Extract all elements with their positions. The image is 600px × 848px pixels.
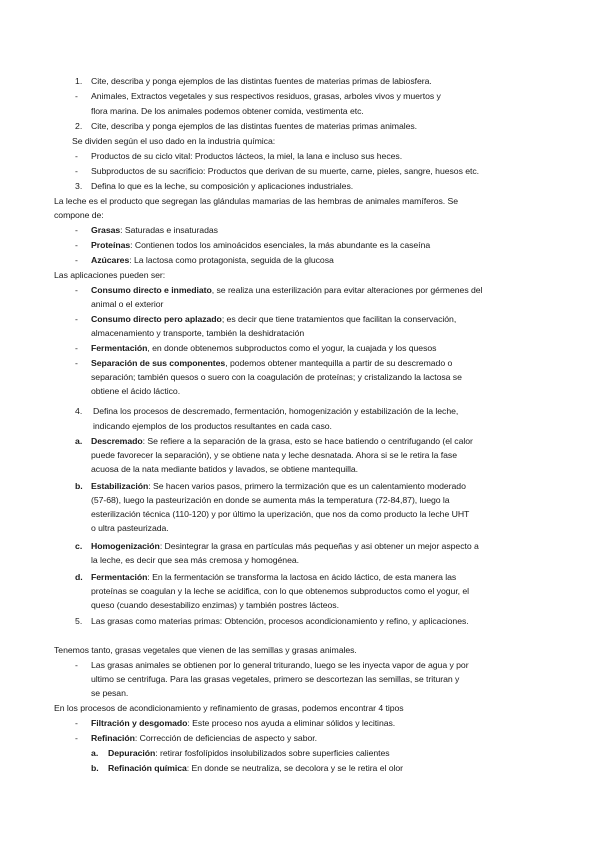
q5-text: Las grasas como materias primas: Obtención, procesos acondicionamiento y refino, y aplicaciones. <box>91 616 469 626</box>
processes-paragraph: En los procesos de acondicionamiento y refinamiento de grasas, podemos encontrar 4 tipos <box>54 703 404 713</box>
bullet-dash: - <box>75 285 78 295</box>
q1-answer-line: flora marina. De los animales podemos obtener comida, vestimenta etc. <box>91 106 364 116</box>
refining-subitem: Refinación química: En donde se neutraliza, se decolora y se le retira el olor <box>108 763 404 773</box>
application-item-cont: separación; también quesos o suero con la coagulación de proteínas; y cristalizando la lactosa se <box>91 372 462 382</box>
process-item-cont: o ultra pasteurizada. <box>91 523 169 533</box>
component-item: Proteínas: Contienen todos los aminoácidos esenciales, la más abundante es la caseína <box>91 240 431 250</box>
bullet-dash: - <box>75 358 78 368</box>
sub-letter: b. <box>91 763 99 773</box>
q5-number: 5. <box>75 616 83 626</box>
application-item: Consumo directo e inmediato, se realiza una esterilización para evitar alteraciones por gérmenes del <box>91 285 483 295</box>
bullet-dash: - <box>75 255 78 265</box>
sub-letter: b. <box>75 481 83 491</box>
component-item: Grasas: Saturadas e insaturadas <box>91 225 218 235</box>
process-type-item: Refinación: Corrección de deficiencias de aspecto y sabor. <box>91 733 317 743</box>
fats-paragraph: Tenemos tanto, grasas vegetales que vienen de las semillas y grasas animales. <box>54 645 357 655</box>
component-item: Azúcares: La lactosa como protagonista, seguida de la glucosa <box>91 255 334 265</box>
process-item: Fermentación: En la fermentación se transforma la lactosa en ácido láctico, de esta manera las <box>91 572 457 582</box>
application-item: Separación de sus componentes, podemos obtener mantequilla a partir de su descremado o <box>91 358 453 368</box>
application-item-cont: animal o el exterior <box>91 299 164 309</box>
q1-number: 1. <box>75 76 83 86</box>
q2-text: Cite, describa y ponga ejemplos de las distintas fuentes de materias primas animales. <box>91 121 418 131</box>
fats-item-cont: ultimo se centrifuga. Para las grasas vegetales, primero se descortezan las semillas, se trituran y <box>91 674 460 684</box>
q1-answer-line: Animales, Extractos vegetales y sus respectivos residuos, grasas, arboles vivos y muertos y <box>91 91 441 101</box>
q4-text: Defina los procesos de descremado, fermentación, homogenización y estabilización de la leche, <box>93 406 459 416</box>
bullet-dash: - <box>75 151 78 161</box>
process-item: Estabilización: Se hacen varios pasos, primero la termización que es un calentamiento moderado <box>91 481 466 491</box>
application-item-cont: obtiene el ácido láctico. <box>91 386 181 396</box>
bullet-dash: - <box>75 240 78 250</box>
component-term: Azúcares <box>91 255 130 265</box>
q2-intro: Se dividen según el uso dado en la industria química: <box>72 136 276 146</box>
fats-item-cont: se pesan. <box>91 688 129 698</box>
application-item: Fermentación, en donde obtenemos subproductos como el yogur, la cuajada y los quesos <box>91 343 437 353</box>
bullet-dash: - <box>75 166 78 176</box>
refining-subitem: Depuración: retirar fosfolípidos insolubilizados sobre superficies calientes <box>108 748 390 758</box>
process-item-cont: proteínas se coagulan y la leche se acidifica, con lo que obtenemos subproductos como el yogur, el <box>91 586 470 596</box>
q3-text: Defina lo que es la leche, su composición y aplicaciones industriales. <box>91 181 354 191</box>
milk-definition-line: compone de: <box>54 210 104 220</box>
bullet-dash: - <box>75 660 78 670</box>
q2-number: 2. <box>75 121 83 131</box>
process-item: Descremado: Se refiere a la separación de la grasa, esto se hace batiendo o centrifugando (el calor <box>91 436 473 446</box>
q2-item: Subproductos de su sacrificio: Productos que derivan de su muerte, carne, pieles, sangre, huesos etc. <box>91 166 480 176</box>
sub-letter: c. <box>75 541 83 551</box>
q3-number: 3. <box>75 181 83 191</box>
component-term: Grasas <box>91 225 121 235</box>
fats-item: Las grasas animales se obtienen por lo general triturando, luego se les inyecta vapor de agua y por <box>91 660 469 670</box>
bullet-dash: - <box>75 314 78 324</box>
bullet-dash: - <box>75 225 78 235</box>
process-item-cont: acuosa de la nata mediante batidos y lavados, se obtiene mantequilla. <box>91 464 359 474</box>
sub-letter: a. <box>75 436 83 446</box>
q2-item: Productos de su ciclo vital: Productos lácteos, la miel, la lana e incluso sus heces. <box>91 151 403 161</box>
process-item-cont: queso (cuando desestabilizo enzimas) y también postres lácteos. <box>91 600 339 610</box>
process-item: Homogenización: Desintegrar la grasa en partículas más pequeñas y asi obtener un mejor aspecto a <box>91 541 479 551</box>
application-item-cont: almacenamiento y transporte, también la deshidratación <box>91 328 305 338</box>
milk-definition-line: La leche es el producto que segregan las glándulas mamarias de las hembras de animales mamíferos. Se <box>54 196 459 206</box>
component-term: Proteínas <box>91 240 131 250</box>
sub-letter: d. <box>75 572 83 582</box>
q4-number: 4. <box>75 406 83 416</box>
process-item-cont: (57-68), luego la pasteurización en donde se aumenta más la temperatura (72-84,87), luego la <box>91 495 450 505</box>
process-item-cont: la leche, es decir que sea más cremosa y homogénea. <box>91 555 299 565</box>
sub-letter: a. <box>91 748 99 758</box>
q1-text: Cite, describa y ponga ejemplos de las distintas fuentes de materias primas de labiosfera. <box>91 76 432 86</box>
process-item-cont: esterilización técnica (110-120) y por último la uperización, que nos da como producto la leche UHT <box>91 509 470 519</box>
bullet-dash: - <box>75 91 78 101</box>
process-item-cont: puede favorecer la separación), y se obtiene nata y leche desnatada. Ahora si se le retira la fase <box>91 450 457 460</box>
bullet-dash: - <box>75 343 78 353</box>
process-type-item: Filtración y desgomado: Este proceso nos ayuda a eliminar sólidos y lecitinas. <box>91 718 396 728</box>
applications-intro: Las aplicaciones pueden ser: <box>54 270 166 280</box>
application-item: Consumo directo pero aplazado; es decir que tiene tratamientos que facilitan la conservación, <box>91 314 457 324</box>
q4-text: indicando ejemplos de los productos resultantes en cada caso. <box>93 421 332 431</box>
bullet-dash: - <box>75 718 78 728</box>
bullet-dash: - <box>75 733 78 743</box>
